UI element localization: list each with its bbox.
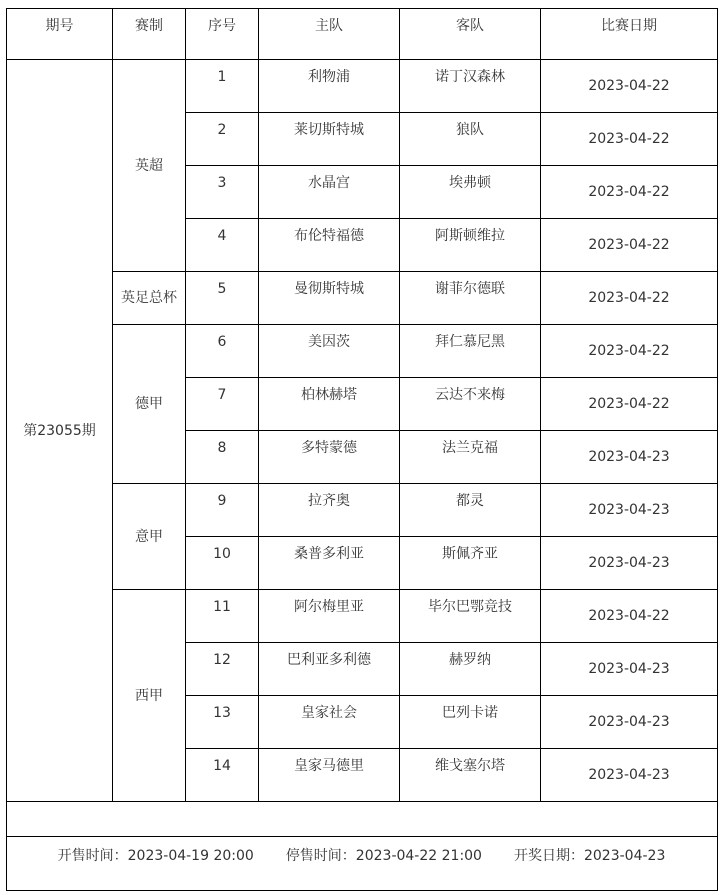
sale-start-time: 开售时间：2023-04-19 20:00 (57, 847, 254, 864)
match-number: 12 (213, 652, 231, 668)
match-date: 2023-04-23 (588, 555, 670, 571)
competition-cell: 西甲 (135, 687, 163, 704)
match-date: 2023-04-23 (588, 502, 670, 518)
match-number: 13 (213, 705, 231, 721)
match-date: 2023-04-22 (588, 78, 670, 94)
match-number: 6 (217, 334, 227, 350)
match-number: 8 (217, 440, 227, 456)
away-team: 诺丁汉森林 (435, 69, 505, 85)
home-team: 皇家马德里 (294, 758, 364, 774)
match-number: 10 (213, 546, 231, 562)
header-competition: 赛制 (135, 18, 163, 34)
competition-cell: 英超 (135, 157, 163, 174)
match-number: 4 (217, 228, 227, 244)
competition-cell: 意甲 (135, 528, 163, 545)
match-date: 2023-04-22 (588, 184, 670, 200)
match-number: 5 (217, 281, 227, 297)
sale-stop-time: 停售时间：2023-04-22 21:00 (285, 847, 482, 864)
away-team: 拜仁慕尼黑 (435, 334, 505, 350)
home-team: 利物浦 (308, 69, 350, 85)
header-period: 期号 (45, 18, 74, 34)
competition-cell: 英足总杯 (121, 290, 177, 306)
away-team: 阿斯顿维拉 (435, 228, 505, 244)
away-team: 狼队 (456, 122, 484, 138)
home-team: 曼彻斯特城 (294, 281, 364, 297)
home-team: 巴利亚多利德 (287, 652, 371, 668)
sale-info-footer (6, 836, 717, 873)
home-team: 柏林赫塔 (301, 387, 357, 403)
away-team: 赫罗纳 (449, 652, 491, 668)
match-date: 2023-04-23 (588, 714, 670, 730)
away-team: 法兰克福 (442, 440, 498, 456)
home-team: 皇家社会 (301, 705, 357, 721)
match-date: 2023-04-23 (588, 661, 670, 677)
header-date: 比赛日期 (601, 18, 657, 34)
away-team: 毕尔巴鄂竞技 (428, 599, 512, 615)
match-date: 2023-04-22 (588, 396, 670, 412)
draw-date: 开奖日期：2023-04-23 (513, 847, 666, 864)
table-bottom-border (6, 890, 718, 891)
table-right-border (717, 8, 718, 891)
competition-cell: 德甲 (135, 396, 163, 412)
away-team: 云达不来梅 (435, 387, 505, 403)
header-away: 客队 (456, 18, 484, 34)
match-number: 9 (217, 493, 227, 509)
header-number: 序号 (208, 18, 236, 34)
home-team: 布伦特福德 (294, 228, 364, 244)
match-date: 2023-04-22 (588, 343, 670, 359)
home-team: 莱切斯特城 (294, 122, 364, 138)
match-date: 2023-04-23 (588, 767, 670, 783)
home-team: 水晶宫 (308, 175, 350, 191)
match-number: 14 (213, 758, 231, 774)
away-team: 谢菲尔德联 (435, 281, 505, 297)
match-date: 2023-04-22 (588, 131, 670, 147)
match-number: 1 (217, 69, 227, 85)
home-team: 桑普多利亚 (294, 546, 364, 562)
match-date: 2023-04-22 (588, 237, 670, 253)
home-team: 美因茨 (308, 334, 350, 350)
away-team: 都灵 (456, 493, 484, 509)
match-date: 2023-04-22 (588, 608, 670, 624)
header-home: 主队 (315, 18, 343, 34)
away-team: 巴列卡诺 (442, 705, 498, 721)
away-team: 埃弗顿 (449, 175, 491, 191)
home-team: 阿尔梅里亚 (294, 599, 364, 615)
home-team: 拉齐奥 (308, 493, 350, 509)
away-team: 维戈塞尔塔 (435, 758, 505, 774)
match-number: 2 (217, 122, 227, 138)
match-number: 11 (213, 599, 231, 615)
match-date: 2023-04-22 (588, 290, 670, 306)
match-date: 2023-04-23 (588, 449, 670, 465)
match-number: 3 (217, 175, 227, 191)
period-cell: 第23055期 (23, 422, 96, 439)
home-team: 多特蒙德 (301, 440, 357, 456)
match-number: 7 (217, 387, 227, 403)
away-team: 斯佩齐亚 (442, 546, 498, 562)
